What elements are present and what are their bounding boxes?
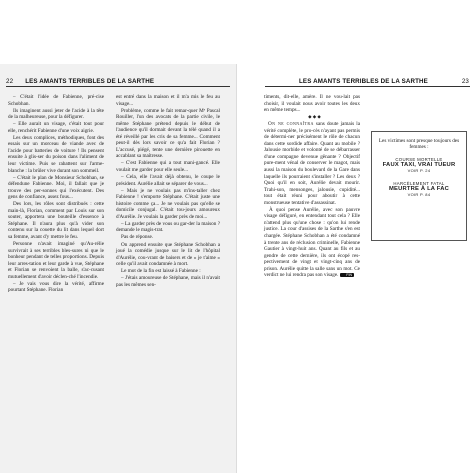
left-running-head — [6, 78, 230, 85]
paragraph: Les deux complices, méthodiques, font des essais sur un morceau de viande avec de l'acide pour batteries de voiture ! Ils pensent ensuite à glis-ser du poison dans l'aliment de leur victime. Puis se rabattent sur l'arme-blanche : la brûler vive durant son sommeil. — [8, 134, 104, 174]
paragraph: Problème, comme le fait remar-quer Mᵉ Pascal Rouiller, l'un des avocats de la partie civile, le même Stéphane prétend depuis le début de l'audience qu'il dormait devant la télé quand il a été réveillé par les cris de sa femme... Comment peut-il dès lors savoir ce qu'a fait Florian ? L'accusé, piégé, tente une dernière pirouette en accablant sa maîtresse. — [116, 107, 220, 160]
left-page-number: 22 — [6, 78, 14, 85]
related-story-headline: MEURTRE À LA FAC — [389, 185, 449, 192]
paragraph: – La garder près de vous ou gar-der la maison ? demande le magis-trat. — [116, 220, 220, 234]
paragraph: – Elle aurait un visage, c'était tout pour elle, renchérit Fabienne d'une voix aigrie. — [8, 121, 104, 134]
left-page — [0, 0, 236, 473]
right-column-1 — [264, 94, 360, 279]
right-running-head — [299, 78, 469, 85]
paragraph: On apprend ensuite que Stéphane Schobhan a joué la comédie jusque sur le lit de l'hôpital d'Aurélie, cou-vrant de baisers et de « je t'aime » celle qu'il avait condamnée à mort. — [116, 241, 220, 268]
left-column-1 — [8, 94, 104, 294]
paragraph: – C'était l'idée de Fabienne, pré-cise Schobhan. — [8, 94, 104, 107]
related-story-headline: FAUX TAXI, VRAI TUEUR — [382, 161, 456, 168]
related-story-page-ref: VOIR P. 24 — [407, 168, 431, 174]
paragraph: – C'était le plan de Monsieur Schobhan, se défendune Fabienne. Moi, il fallait que je trouve des per-sonnes qui l'exécutent. Des gens de confiance, assez fous... — [8, 174, 104, 201]
paragraph: Personne n'avait imaginé qu'Au-rélie survivrait à ses terribles bles-sures ni que le bonheur pendant de telles proportions. Depuis leur arres-tation et leur garde à vue, Stéphane et Florian se renvoient la balle, s'ac-cusant mutuellement d'avoir déclen-ché l'incendie. — [8, 241, 104, 280]
paragraph: Des lors, les rôles sont distribués : cette main-là, Florian, comment par Louis sur son souter, apportera une bouteille d'essence à Stéphane. Il n'aura plus qu'à vider son contenu sur la couette du lit dans lequel dort sa femme, avant d'y mettre le feu. — [8, 201, 104, 240]
paragraph: Pas de réponse. — [121, 234, 154, 241]
paragraph: Ils imaginent aussi jeter de l'acide à la tête de la malheureuse, pour la défigurer. — [8, 107, 104, 121]
paragraph: est entré dans la maison et il m'a mis le feu au visage... — [116, 94, 220, 107]
related-story-page-ref: VOIR P. 84 — [407, 192, 431, 198]
paragraph — [264, 121, 360, 206]
paragraph: – Cela, elle l'avait déjà obtenu, le coupe le président. Aurélie allait se séparer de vous... — [116, 174, 220, 187]
paragraph-text: À quoi pense Aurélie, avec son pauvre visage défiguré, en entendant tout cela ? Elle n'attend plus qu'une chose : qu'on lui rende justice. La cour d'assises de la Sarthe s'en est chargée. Stéphane Schobhan a été condamné à trente ans de réclusion criminelle, Fabienne Gautier à vingt-huit ans. Quant au fils et au gendre de cette dernière, ils ont écopé res-pectivement de vingt et vingt-cinq ans de prison. Aurélie quitte la salle sans un mot. Ce verdict ne lui rendra pas son visage. — [264, 206, 360, 279]
end-of-story-mark: FIN — [340, 273, 354, 277]
opening-small-caps: On ne connaîtra — [268, 121, 314, 128]
left-header-rule — [6, 86, 230, 87]
right-page-number: 23 — [461, 78, 469, 85]
related-story-kicker: HARCÈLEMENT FATAL — [393, 180, 445, 186]
paragraph: – J'étais amoureuse de Stéphane, mais il n'avait pas les mêmes sen- — [116, 275, 220, 288]
paragraph — [264, 207, 360, 279]
paragraph-text: sans doute jamais la vérité complète, le pro-cès n'ayant pas permis de détermi-ner précisément le rôle de chacun dans cette sordide affaire. Quant au mobile ? Jalousie morbide et volonté de se débarrasser d'une compagne devenue gênante ? Objectif pure-ment vénal de conserver le magot, mais aussi la maison du boulevard de la Gare dans laquelle ils pourraient s'installer ? Les deux ? Quoi qu'il en soit, Aurélie devait mourir. Trahi-son, mensonges, jalousie, cupidité... tout était réuni pour aboutir à cette monstrueuse tentative d'assassinat. — [264, 121, 360, 206]
related-story-item[interactable] — [372, 157, 466, 174]
related-story-item[interactable] — [372, 181, 466, 198]
left-running-title: LES AMANTS TERRIBLES DE LA SARTHE — [25, 78, 155, 85]
right-page — [237, 0, 473, 473]
related-story-kicker: COURSE MORTELLE — [395, 156, 443, 162]
left-column-2 — [116, 94, 220, 289]
right-running-title: LES AMANTS TERRIBLES DE LA SARTHE — [299, 78, 428, 85]
related-stories-box — [371, 131, 467, 241]
paragraph: Le mot de la fin est laissé à Fabienne : — [121, 268, 201, 275]
paragraph: – C'est Fabienne qui a tout mani-gancé. Elle voulait me garder pour elle seule... — [116, 160, 220, 174]
paragraph: timents, dit-elle, amère. Il ne vou-lait pas choisir, il voulait nous avoir toutes les deux en même temps... — [264, 94, 360, 114]
paragraph: – Mais je ne voulais pas m'ins-taller chez Fabienne ! s'emporte Stéphane. C'était juste une histoire comme ça... Je ne voulais pas qu'elle se domicile conjugal. C'était tou-jours amoureux d'Aurélie. Je voulais la garder près de moi... — [116, 187, 220, 220]
paragraph: – Je vais vous dire la vérité, affirme pourtant Stéphane. Florian — [8, 280, 104, 294]
related-stories-intro: Les victimes sont presque toujours des femmes : — [378, 138, 460, 151]
right-header-rule — [265, 86, 470, 87]
section-separator: ◆ ◆ ◆ — [308, 114, 321, 120]
